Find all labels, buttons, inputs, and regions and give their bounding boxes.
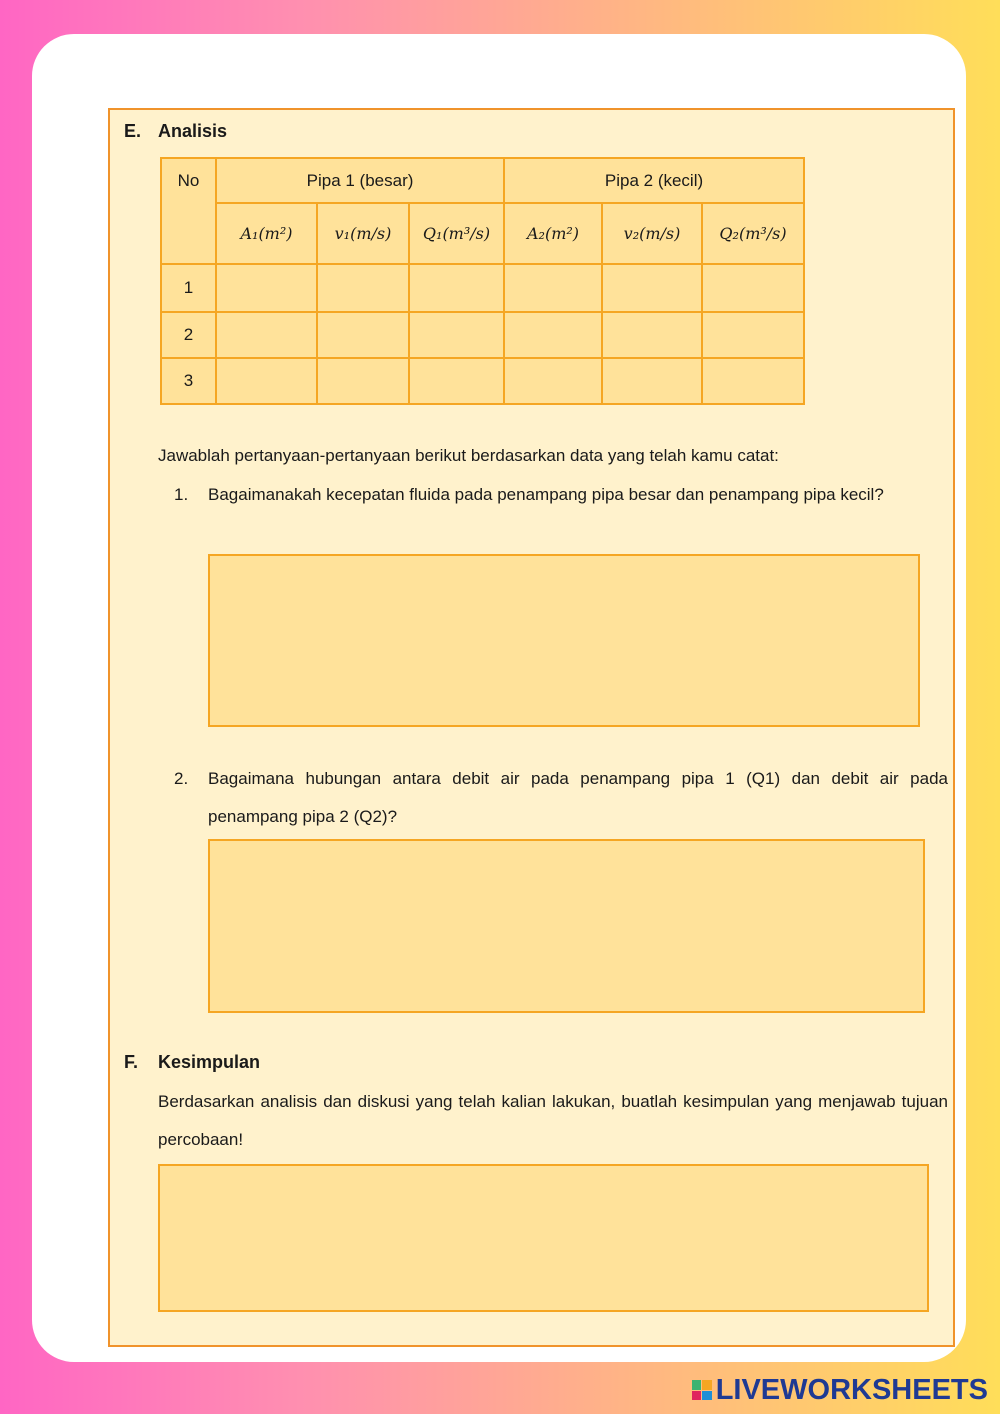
table-cell-input[interactable] [409,264,504,311]
question-2-number: 2. [174,769,189,788]
question-2-text: Bagaimana hubungan antara debit air pada penampang pipa 1 (Q1) dan debit air pada penampang pipa 2 (Q2)? [208,769,948,826]
table-subheader: Q₁(m³/s) [409,203,504,264]
conclusion-answer-box[interactable] [158,1164,929,1312]
worksheet-frame [108,108,955,1347]
liveworksheets-brand[interactable] [692,1372,988,1408]
table-cell-input[interactable] [602,358,702,404]
table-cell-input[interactable] [602,312,702,358]
table-subheader: A₂(m²) [504,203,602,264]
section-f-letter: F. [124,1052,139,1072]
conclusion-instruction: Berdasarkan analisis dan diskusi yang telah kalian lakukan, buatlah kesimpulan yang menjawab tujuan percobaan! [158,1092,948,1149]
table-header-pipe2: Pipa 2 (kecil) [504,158,804,203]
section-e-title: Analisis [158,121,228,141]
table-subheader: v₂(m/s) [602,203,702,264]
table-cell-input[interactable] [504,312,602,358]
table-subheader: A₁(m²) [216,203,317,264]
section-f-title: Kesimpulan [158,1052,261,1072]
table-cell-input[interactable] [317,358,409,404]
table-cell-input[interactable] [216,312,317,358]
table-cell-input[interactable] [504,264,602,311]
table-row [161,264,804,311]
table-cell-input[interactable] [702,358,804,404]
row-number: 1 [161,264,216,311]
table-cell-input[interactable] [504,358,602,404]
table-cell-input[interactable] [216,358,317,404]
table-cell-input[interactable] [702,264,804,311]
table-cell-input[interactable] [317,264,409,311]
answer-box-2[interactable] [208,839,925,1013]
table-cell-input[interactable] [409,358,504,404]
table-header-pipe1: Pipa 1 (besar) [216,158,504,203]
table-cell-input[interactable] [409,312,504,358]
table-header-no: No [161,158,216,264]
liveworksheets-logo-icon [692,1380,712,1400]
section-e-letter: E. [124,121,142,141]
row-number: 3 [161,358,216,404]
question-1-text: Bagaimanakah kecepatan fluida pada penampang pipa besar dan penampang pipa kecil? [208,485,884,504]
instruction-text: Jawablah pertanyaan-pertanyaan berikut berdasarkan data yang telah kamu catat: [158,446,779,465]
question-1-number: 1. [174,485,189,504]
table-cell-input[interactable] [702,312,804,358]
table-cell-input[interactable] [216,264,317,311]
answer-box-1[interactable] [208,554,920,727]
table-subheader: Q₂(m³/s) [702,203,804,264]
table-row [161,312,804,358]
table-cell-input[interactable] [602,264,702,311]
table-cell-input[interactable] [317,312,409,358]
brand-name: LIVEWORKSHEETS [715,1373,988,1406]
table-subheader: v₁(m/s) [317,203,409,264]
page-card [32,34,966,1362]
data-table [160,157,805,405]
table-row [161,358,804,404]
row-number: 2 [161,312,216,358]
